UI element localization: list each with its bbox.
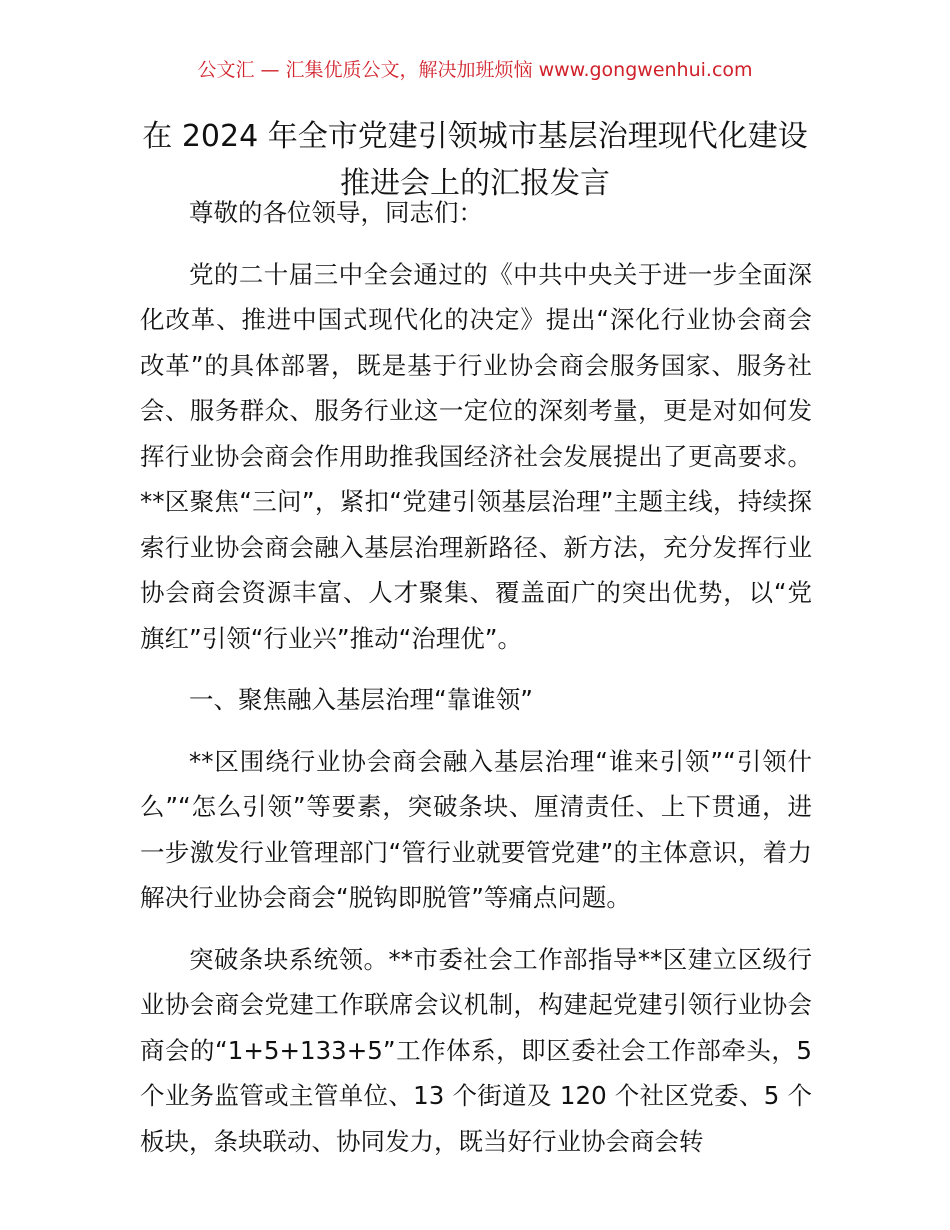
paragraph: **区围绕行业协会商会融入基层治理“谁来引领”“引领什么”“怎么引领”等要素，突破条块、厘清责任、上下贯通，进一步激发行业管理部门“管行业就要管党建”的主体意识，着力解决行业协会商会“脱钩即脱管”等痛点问题。	[140, 746, 812, 912]
document-body	[140, 190, 812, 1164]
section-heading: 一、聚焦融入基层治理“靠谁领”	[189, 685, 533, 714]
paragraph: 突破条块系统领。**市委社会工作部指导**区建立区级行业协会商会党建工作联席会议机制，构建起党建引领行业协会商会的“1+5+133+5”工作体系，即区委社会工作部牵头，5 个业务监管或主管单位、13 个街道及 120 个社区党委、5 个板块，条块联动、协同发力，既当好行业协会商会转	[140, 944, 812, 1156]
paragraph-intro: 党的二十届三中全会通过的《中共中央关于进一步全面深化改革、推进中国式现代化的决定》提出“深化行业协会商会改革”的具体部署，既是基于行业协会商会服务国家、服务社会、服务群众、服务行业这一定位的深刻考量，更是对如何发挥行业协会商会作用助推我国经济社会发展提出了更高要求。**区聚焦“三问”，紧扣“党建引领基层治理”主题主线，持续探索行业协会商会融入基层治理新路径、新方法，充分发挥行业协会商会资源丰富、人才聚集、覆盖面广的突出优势，以“党旗红”引领“行业兴”推动“治理优”。	[140, 259, 812, 653]
document-title: 在 2024 年全市党建引领城市基层治理现代化建设推进会上的汇报发言	[142, 119, 808, 201]
site-banner: 公文汇 — 汇集优质公文，解决加班烦恼 www.gongwenhui.com	[197, 59, 753, 81]
greeting: 尊敬的各位领导，同志们：	[189, 198, 483, 227]
